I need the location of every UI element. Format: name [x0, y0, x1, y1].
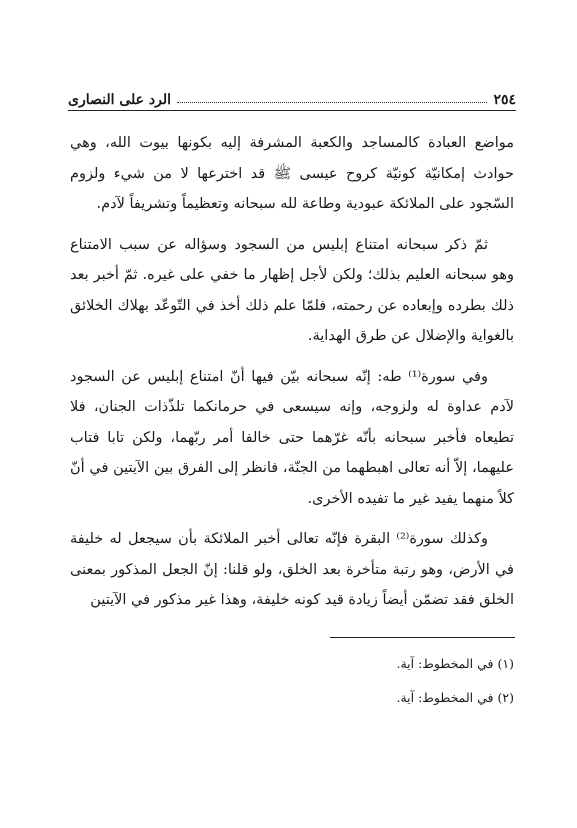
- paragraph-1: مواضع العبادة كالمساجد والكعبة المشرفة إليه بكونها بيوت الله، وهي حوادث إمكانيّة كونيّة كروح عيسى ﷺ قد اخترعها لا من شيء ولزوم السّجود على الملائكة عبودية وطاعة لله سبحانه وتعظيماً وتشريفاً لآدم.: [70, 135, 514, 212]
- running-title: الرد على النصارى: [68, 92, 172, 108]
- paragraph-2: ثمّ ذكر سبحانه امتناع إبليس من السجود وسؤاله عن سبب الامتناع وهو سبحانه العليم بذلك؛ ولكن لأجل إظهار ما خفي على غيره. ثمّ أخبر بعد ذلك بطرده وإبعاده عن رحمته، فلمّا علم ذلك أخذ في التّوعّد بهلاك الخلائق بالغواية والإضلال عن طرق الهداية.: [70, 236, 514, 344]
- main-text: [70, 128, 514, 626]
- footnote-1: (١) في المخطوط: آية.: [396, 656, 514, 671]
- header-rule: [68, 110, 516, 111]
- footnotes: [70, 650, 514, 718]
- footnote-rule: [330, 637, 515, 638]
- footnote-2: (٢) في المخطوط: آية.: [396, 690, 514, 705]
- running-header: [68, 88, 516, 108]
- header-leader-dots: [177, 102, 487, 103]
- paragraph-3: وفي سورة⁽¹⁾ طه: إنّه سبحانه بيّن فيها أنّ امتناع إبليس عن السجود لآدم عداوة له ولزوجه، وإنه سيسعى في حرمانكما تلذّذات الجنان، فلا تطيعاه فأخبر سبحانه بأنّه غرّهما حتى خالفا أمر ربّهما، ولكن تابا فتاب عليهما، إلاّ أنه تعالى اهبطهما من الجنّة، فانظر إلى الفرق بين الآيتين في أنّ كلاً منهما يفيد غير ما تفيده الأخرى.: [70, 368, 514, 507]
- page-number: ٢٥٤: [493, 92, 516, 108]
- paragraph-4: وكذلك سورة⁽²⁾ البقرة فإنّه تعالى أخبر الملائكة بأن سيجعل له خليفة في الأرض، وهو رتبة متأخرة بعد الخلق، ولو قلنا: إنّ الجعل المذكور بمعنى الخلق فقد تضمّن أيضاً زيادة قيد كونه خليفة، وهذا غير مذكور في الآيتين: [70, 531, 514, 608]
